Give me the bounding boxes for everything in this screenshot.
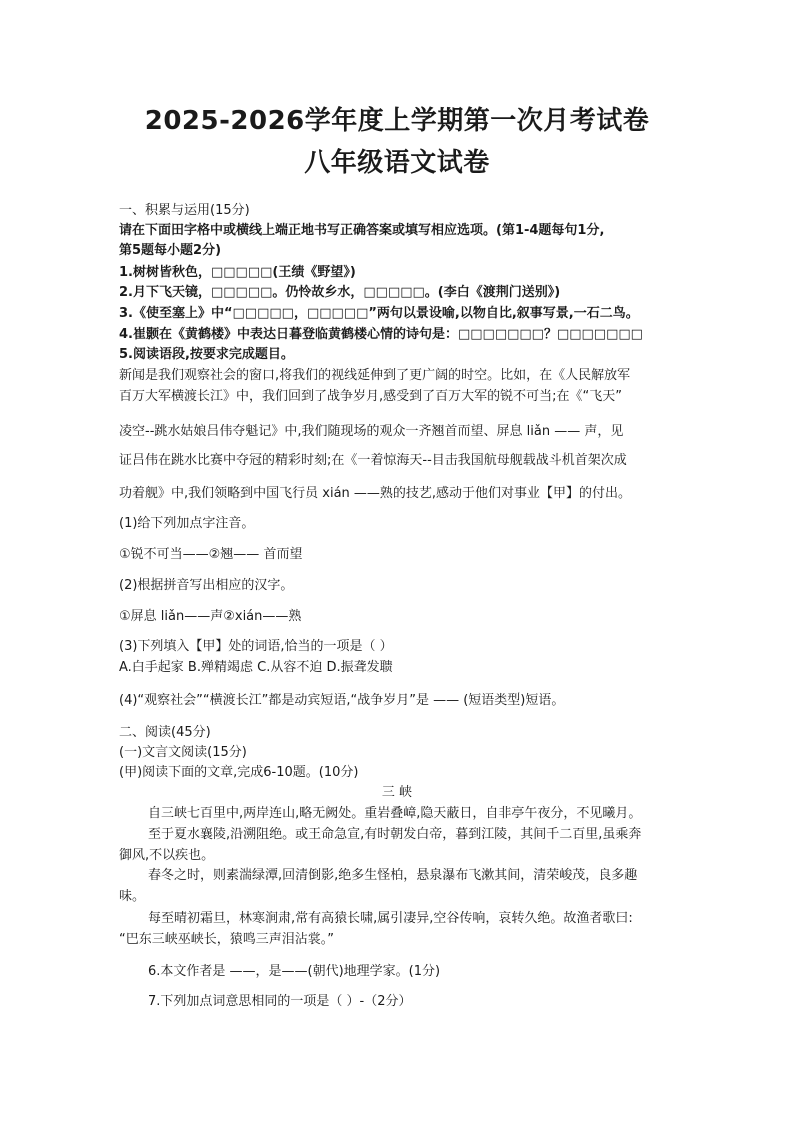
section2-part-header: (甲)阅读下面的文章,完成6-10题。(10分): [119, 765, 359, 780]
passage-line-3: 凌空--跳水姑娘吕伟夺魁记》中,我们随现场的观众一齐翘首而望、屏息 liǎn —— 声，见: [119, 424, 624, 439]
section1-instruction-line1: 请在下面田字格中或横线上端正地书写正确答案或填写相应选项。(第1-4题每句1分,: [119, 223, 605, 238]
section1-instruction-line2: 第5题每小题2分): [119, 243, 222, 258]
essay-paragraph-4a: 每至晴初霜旦，林寒涧肃,常有高猿长啸,属引凄异,空谷传响，哀转久绝。故渔者歌曰:: [148, 911, 633, 926]
subquestion-3: (3)下列填入【甲】处的词语,恰当的一项是（ ）: [119, 639, 393, 654]
essay-paragraph-3b: 味。: [119, 889, 146, 904]
section2-subheader: (一)文言文阅读(15分): [119, 745, 247, 760]
question-6: 6.本文作者是 ——，是——(朝代)地理学家。(1分): [148, 964, 441, 979]
question-2: 2.月下飞天镜，□□□□□。仍怜故乡水，□□□□□。(李白《渡荆门送别》): [119, 285, 561, 300]
essay-paragraph-1: 自三峡七百里中,两岸连山,略无阙处。重岩叠嶂,隐天蔽日，自非亭午夜分，不见曦月。: [148, 806, 642, 821]
section1-header: 一、积累与运用(15分): [119, 203, 250, 218]
essay-paragraph-3a: 春冬之时，则素湍绿潭,回清倒影,绝多生怪柏，悬泉瀑布飞漱其间，清荣峻茂，良多趣: [148, 868, 638, 883]
subquestion-4: (4)“观察社会”“横渡长江”都是动宾短语,“战争岁月”是 —— (短语类型)短语。: [119, 693, 565, 708]
subquestion-2: (2)根据拼音写出相应的汉字。: [119, 578, 294, 593]
question-5: 5.阅读语段,按要求完成题目。: [119, 347, 294, 362]
essay-paragraph-2a: 至于夏水襄陵,沿溯阻绝。或王命急宣,有时朝发白帝，暮到江陵，其间千二百里,虽乘奔: [148, 827, 642, 842]
passage-line-5: 功着舰》中,我们领略到中国飞行员 xián ——熟的技艺,感动于他们对事业【甲】的付出。: [119, 486, 632, 501]
exam-subtitle: 八年级语文试卷: [304, 148, 490, 178]
subquestion-1: (1)给下列加点字注音。: [119, 516, 255, 531]
section2-header: 二、阅读(45分): [119, 725, 211, 740]
essay-paragraph-4b: “巴东三峡巫峡长，猿鸣三声泪沾裳。”: [119, 932, 334, 947]
question-3: 3.《使至塞上》中“□□□□□，□□□□□”两句以景设喻,以物自比,叙事写景,一石二鸟。: [119, 306, 639, 321]
passage-line-2: 百万大军横渡长江》中，我们回到了战争岁月,感受到了百万大军的锐不可当;在《“飞天”: [119, 389, 622, 404]
essay-title: 三 峡: [381, 785, 413, 800]
exam-title: 2025-2026学年度上学期第一次月考试卷: [144, 106, 650, 136]
question-7: 7.下列加点词意思相同的一项是（ ）-（2分）: [148, 994, 412, 1009]
subquestion-2-items: ①屏息 liǎn——声②xián——熟: [119, 609, 302, 624]
passage-line-4: 证吕伟在跳水比赛中夺冠的精彩时刻;在《一着惊海天--目击我国航母舰载战斗机首架次成: [119, 453, 627, 468]
question-4: 4.崔颢在《黄鹤楼》中表达日暮登临黄鹤楼心情的诗句是：□□□□□□□？□□□□□□□: [119, 327, 643, 342]
question-1: 1.树树皆秋色，□□□□□(王绩《野望》): [119, 265, 356, 280]
subquestion-3-options: A.白手起家 B.殚精竭虑 C.从容不迫 D.振聋发聩: [119, 660, 393, 675]
essay-paragraph-2b: 御风,不以疾也。: [119, 848, 215, 863]
passage-line-1: 新闻是我们观察社会的窗口,将我们的视线延伸到了更广阔的时空。比如，在《人民解放军: [119, 368, 631, 383]
subquestion-1-items: ①锐不可当——②翘—— 首而望: [119, 547, 303, 562]
